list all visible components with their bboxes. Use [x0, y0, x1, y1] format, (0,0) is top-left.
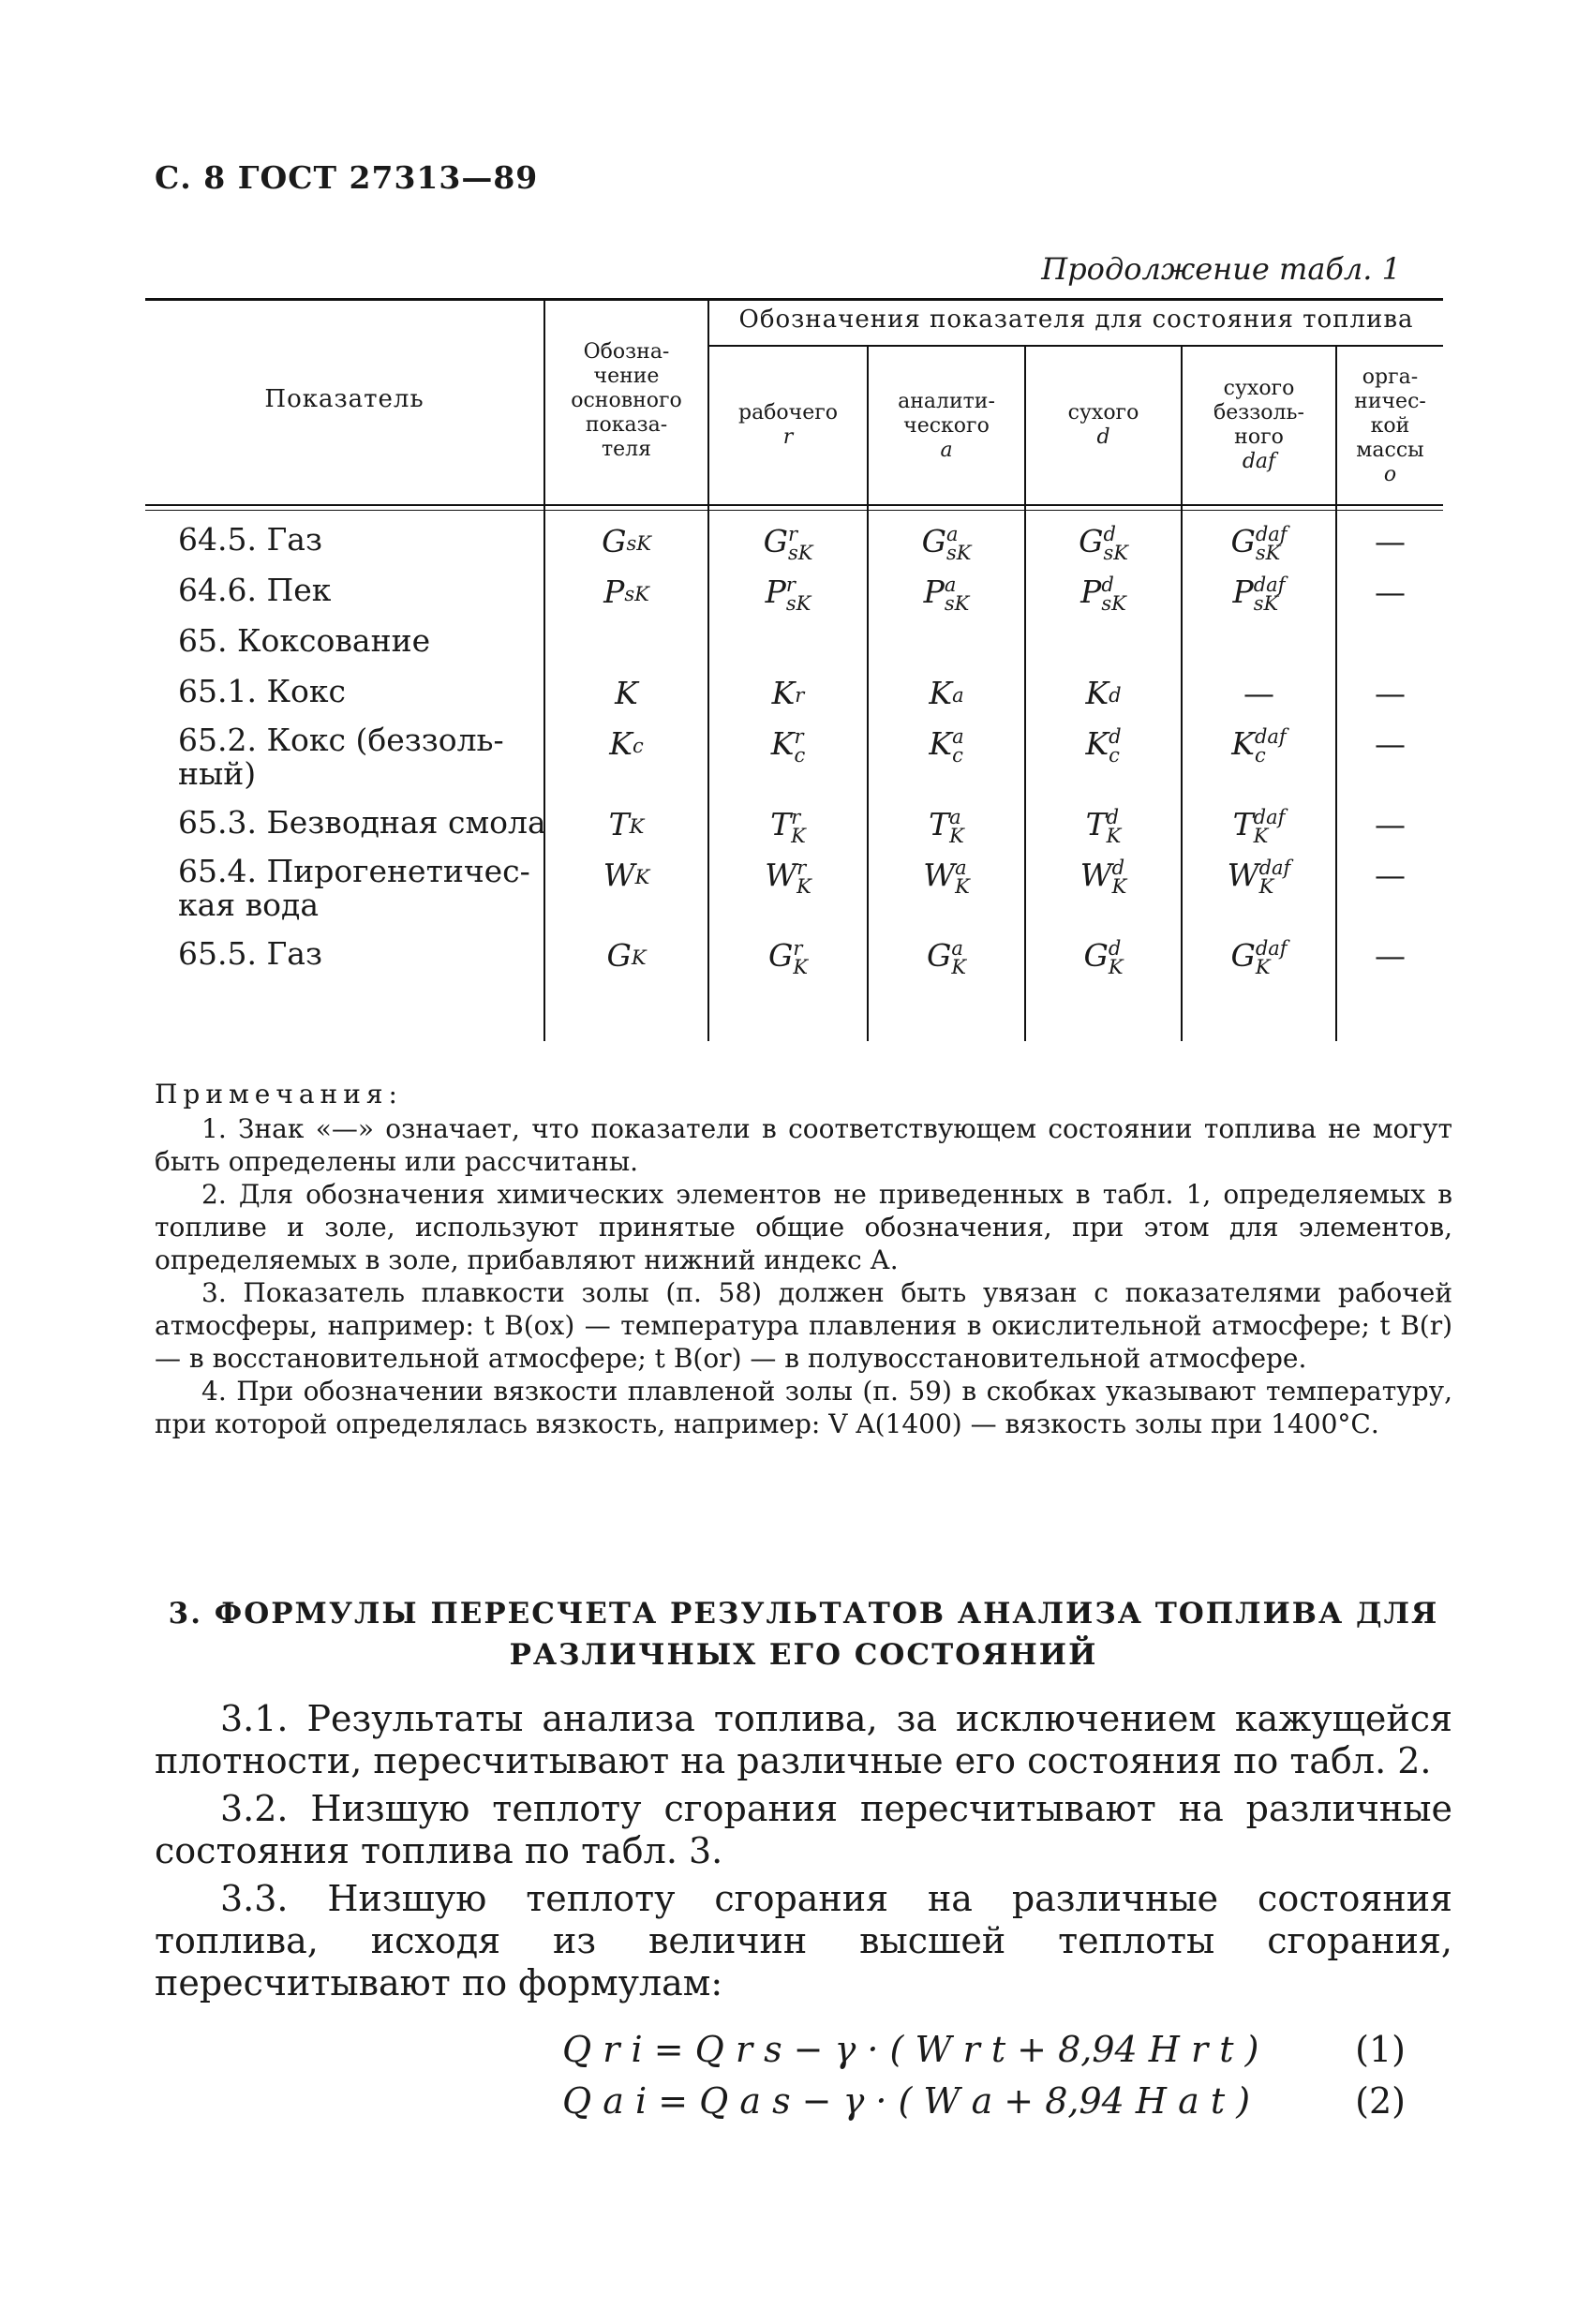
header-state-group: Обозначения показателя для состояния топлива [738, 305, 1414, 334]
page-header: С. 8 ГОСТ 27313—89 [155, 159, 539, 196]
symbol-base: W K [603, 857, 650, 893]
symbol-r: W r K [765, 857, 811, 898]
symbol-daf: T daf K [1232, 806, 1286, 847]
symbol-daf: G daf sK [1230, 523, 1288, 564]
symbol-daf: P daf sK [1232, 574, 1286, 615]
note-item: 1. Знак «—» означает, что показатели в соответствующем состоянии топлива не могут быть определены или рассчитаны. [155, 1113, 1452, 1177]
row-name: 65.3. Безводная смола [178, 804, 546, 841]
state-label: сухого беззоль- ного [1213, 377, 1304, 449]
header-state-d [1026, 401, 1181, 450]
formula-1 [562, 2029, 1406, 2070]
table-caption: Продолжение табл. 1 [1041, 251, 1401, 287]
body-text [155, 1698, 1452, 2010]
symbol-d: G d sK [1079, 523, 1128, 564]
symbol-r: K r c [770, 725, 806, 767]
symbol-d: G d K [1083, 937, 1124, 978]
symbol-d: P d sK [1080, 574, 1126, 615]
table-row [145, 622, 1443, 671]
state-label: рабочего [737, 401, 839, 425]
symbol-o: — [1375, 806, 1406, 842]
note-item: 3. Показатель плавкости золы (п. 58) должен быть увязан с показателями рабочей атмосферы, например: t B(ox) — температура плавления в окислительной атмосфере; t B(r) — в восстановительной атмосфере; t B(or) — в полувосстановительной атмосфере. [155, 1277, 1452, 1374]
symbol-r: G r sK [763, 523, 813, 564]
header-state-a [869, 390, 1024, 463]
table-top-rule [145, 298, 1443, 301]
symbol-d: K d c [1085, 725, 1122, 767]
state-symbol: a [940, 439, 953, 462]
symbol-o: — [1375, 857, 1406, 893]
symbol-r: T r K [770, 806, 806, 847]
symbol-base: K c [609, 725, 644, 762]
notes [155, 1078, 1452, 1440]
table-row [145, 722, 1443, 792]
symbol-daf: — [1243, 675, 1274, 711]
formula-text: Q a i = Q a s − γ · ( W a + 8,94 H a t ) [562, 2080, 1251, 2122]
header-state-daf [1183, 377, 1335, 474]
table-header-rule-2 [145, 510, 1443, 511]
formula-number: (2) [1355, 2080, 1406, 2122]
header-main-symbol: Обозна- чение основного показа- теля [571, 340, 682, 461]
table-row [145, 804, 1443, 853]
row-name: 65.2. Кокс (беззоль- ный) [178, 722, 504, 792]
table-row [145, 572, 1443, 620]
symbol-base: G K [606, 937, 647, 974]
formula-number: (1) [1355, 2029, 1406, 2070]
row-name: 64.6. Пек [178, 572, 332, 608]
state-symbol: o [1383, 463, 1397, 486]
symbol-a: G a sK [921, 523, 972, 564]
symbol-base: G sK [602, 523, 651, 559]
state-label: сухого [1067, 401, 1139, 425]
symbol-o: — [1375, 675, 1406, 711]
symbol-o: — [1375, 725, 1406, 762]
symbol-daf: K daf c [1231, 725, 1287, 767]
symbol-daf: W daf K [1227, 857, 1291, 898]
paragraph: 3.3. Низшую теплоту сгорания на различные состояния топлива, исходя из величин высшей теплоты сгорания, пересчитывают по формулам: [155, 1878, 1452, 2004]
symbol-a: K a [929, 675, 964, 711]
symbol-r: G r K [767, 937, 809, 978]
symbol-base: P sK [603, 574, 649, 610]
paragraph: 3.2. Низшую теплоту сгорания пересчитывают на различные состояния топлива по табл. 3. [155, 1788, 1452, 1871]
symbol-a: W a K [923, 857, 970, 898]
indicator-table [145, 298, 1443, 1043]
state-symbol: daf [1242, 450, 1276, 473]
formula-2 [562, 2080, 1406, 2122]
symbol-a: K a c [929, 725, 964, 767]
table-row [145, 521, 1443, 570]
table-row [145, 673, 1443, 722]
table-group-rule [707, 345, 1443, 347]
symbol-o: — [1375, 574, 1406, 610]
row-name: 65.1. Кокс [178, 673, 346, 709]
header-state-o [1337, 365, 1443, 487]
row-name: 65.4. Пирогенетичес- кая вода [178, 853, 530, 923]
note-item: 4. При обозначении вязкости плавленой золы (п. 59) в скобках указывают температуру, при которой определялась вязкость, например: V A(1400) — вязкость золы при 1400°С. [155, 1376, 1452, 1439]
symbol-d: K d [1085, 675, 1122, 711]
state-symbol: d [1096, 425, 1110, 449]
symbol-a: P a sK [923, 574, 970, 615]
note-item: 2. Для обозначения химических элементов не приведенных в табл. 1, определяемых в топливе и золе, используют принятые общие обозначения, при этом для элементов, определяемых в золе, прибавляют нижний индекс А. [155, 1179, 1452, 1275]
notes-title: Примечания: [155, 1079, 403, 1110]
symbol-a: T a K [929, 806, 964, 847]
symbol-d: T d K [1085, 806, 1122, 847]
symbol-base: K [615, 675, 638, 711]
symbol-daf: G daf K [1230, 937, 1288, 978]
row-name: 65. Коксование [178, 622, 431, 659]
section-title: 3. ФОРМУЛЫ ПЕРЕСЧЕТА РЕЗУЛЬТАТОВ АНАЛИЗА ТОПЛИВА ДЛЯ РАЗЛИЧНЫХ ЕГО СОСТОЯНИЙ [168, 1597, 1439, 1672]
row-name: 64.5. Газ [178, 521, 322, 558]
state-label: аналити- ческого [898, 390, 995, 438]
paragraph: 3.1. Результаты анализа топлива, за исключением кажущейся плотности, пересчитывают на различные его состояния по табл. 2. [155, 1698, 1452, 1781]
table-header-rule [145, 504, 1443, 506]
symbol-base: T K [608, 806, 645, 842]
symbol-r: K r [771, 675, 805, 711]
header-indicator: Показатель [264, 385, 424, 413]
formula-text: Q r i = Q r s − γ · ( W r t + 8,94 H r t ) [562, 2029, 1259, 2070]
symbol-d: W d K [1079, 857, 1127, 898]
symbol-o: — [1375, 937, 1406, 974]
symbol-r: P r sK [765, 574, 811, 615]
row-name: 65.5. Газ [178, 935, 322, 972]
symbol-a: G a K [926, 937, 967, 978]
symbol-o: — [1375, 523, 1406, 559]
state-symbol: r [782, 425, 794, 449]
table-row [145, 935, 1443, 984]
header-state-r [709, 401, 867, 450]
state-label: орга- ничес- кой массы [1354, 365, 1426, 462]
table-row [145, 853, 1443, 923]
